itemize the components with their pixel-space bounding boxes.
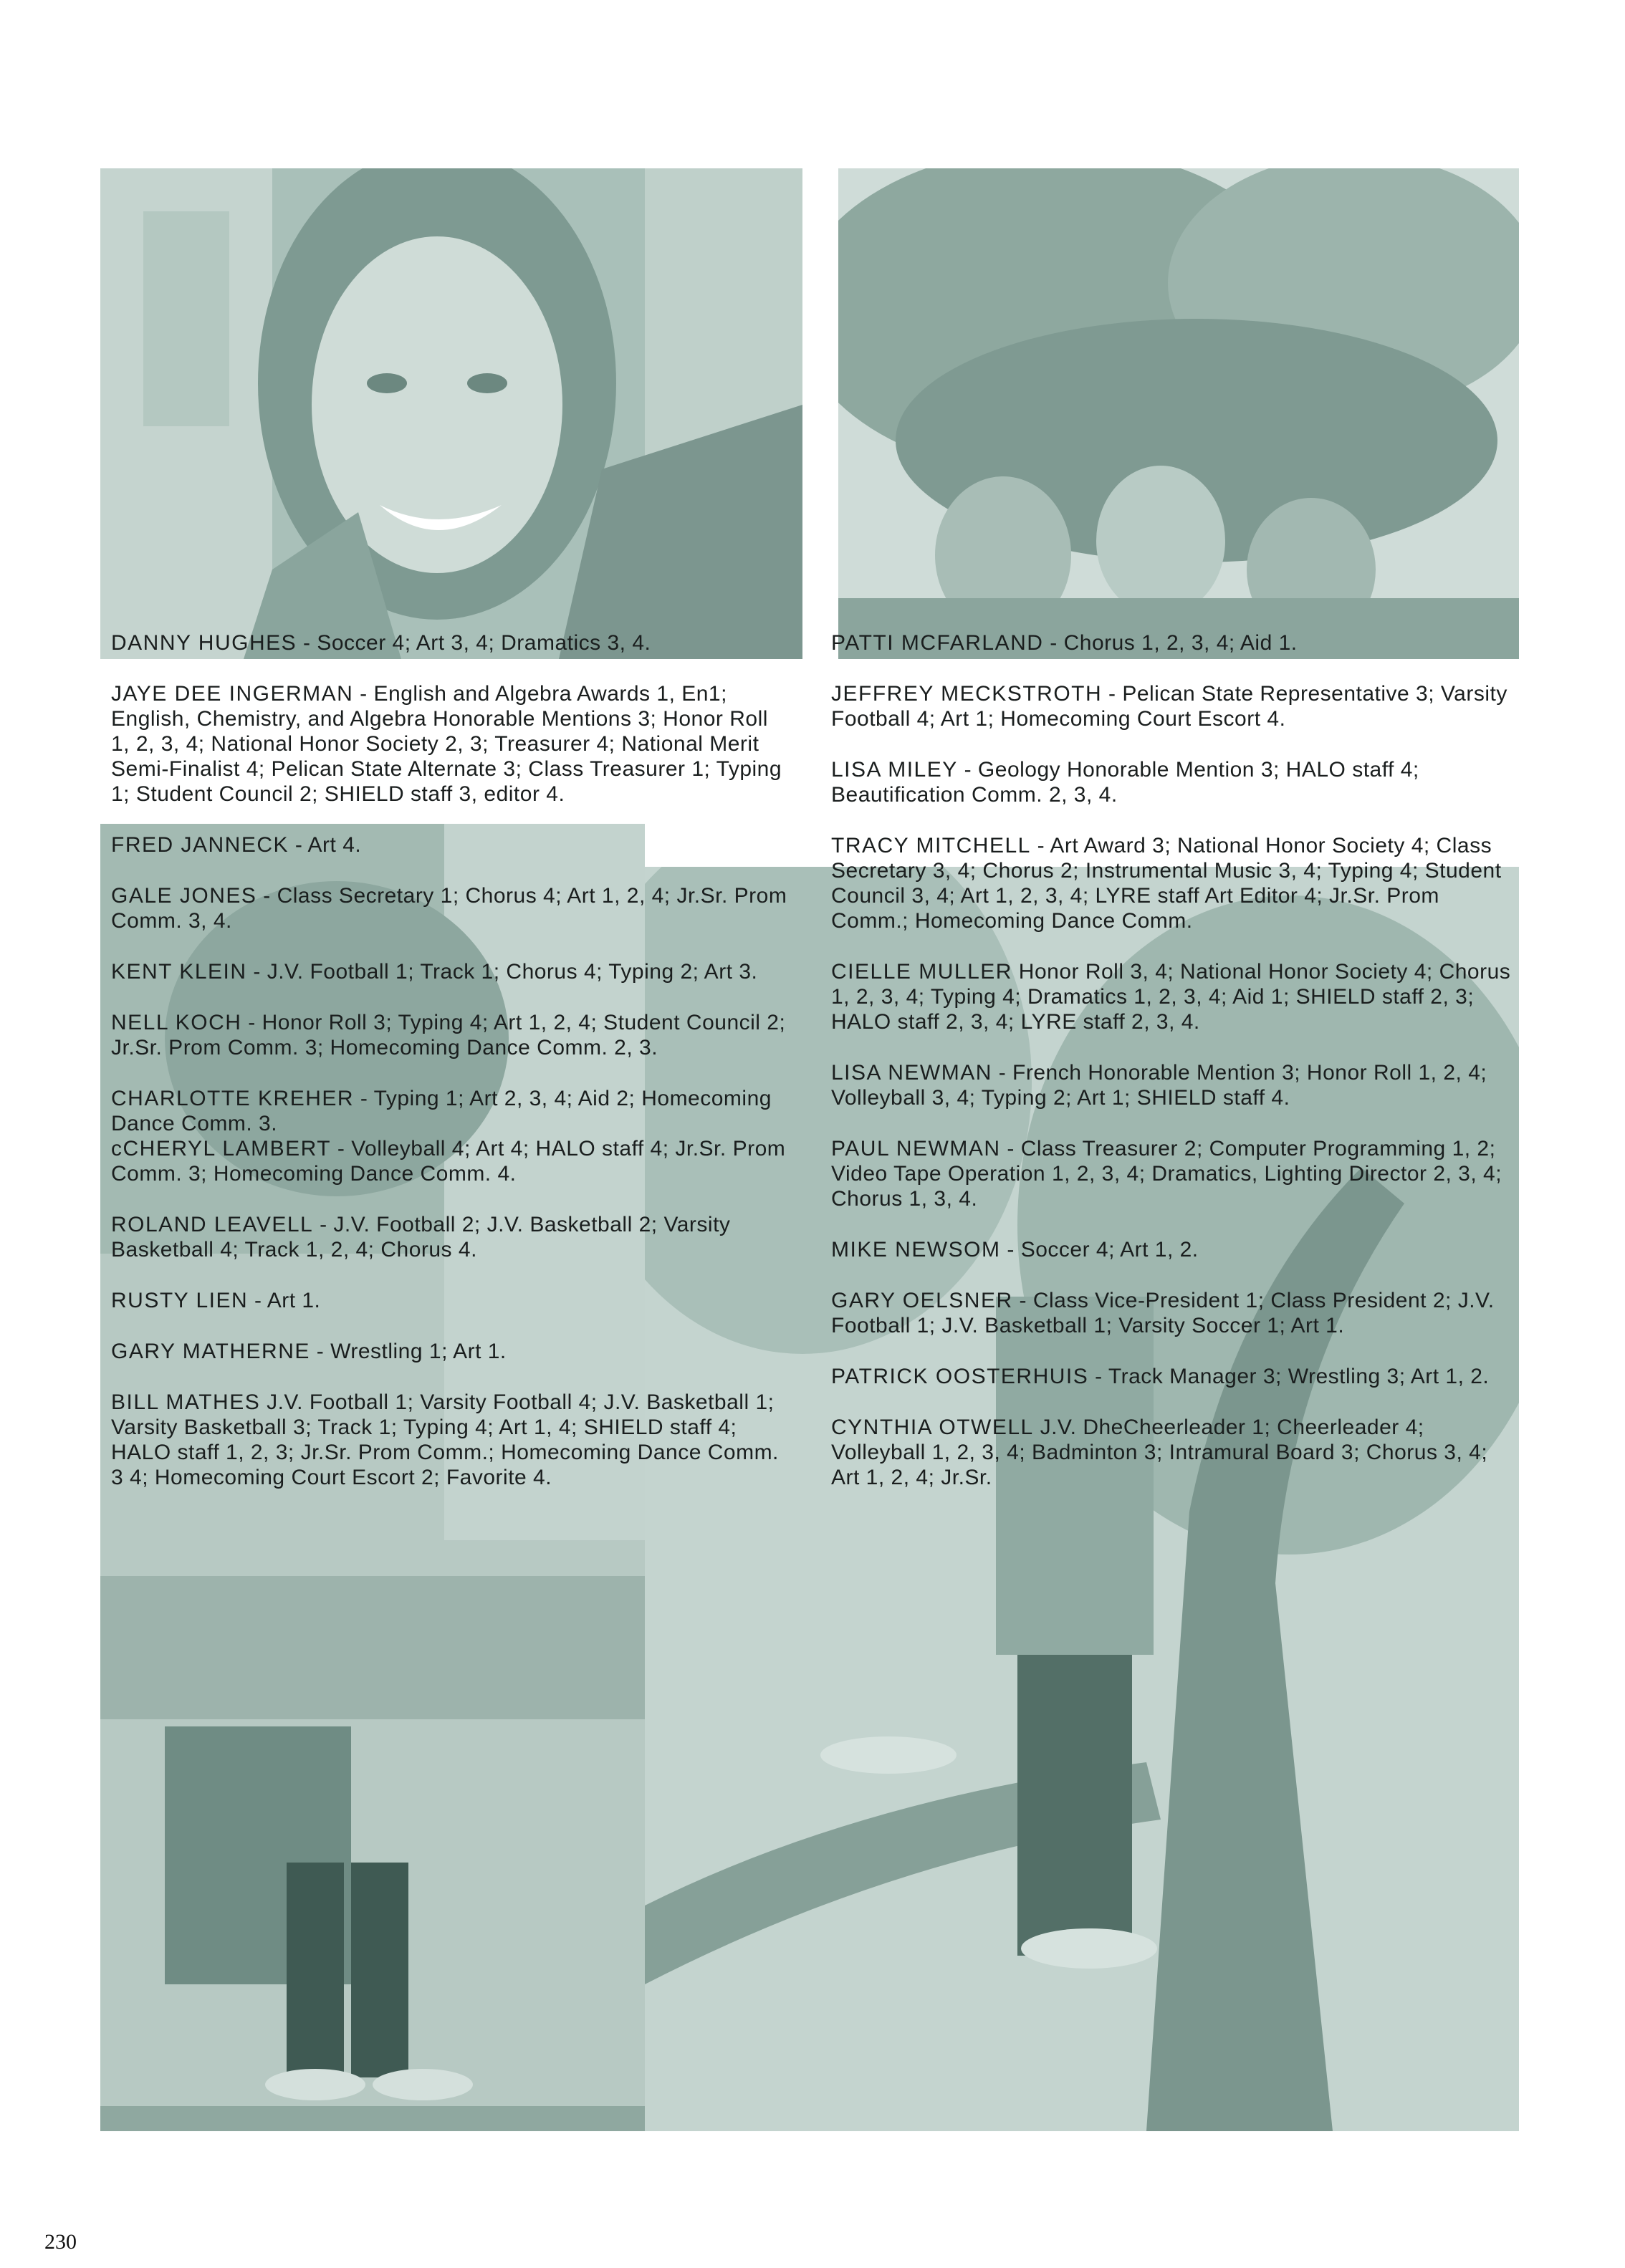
student-entry — [111, 630, 792, 655]
name-separator: - — [289, 833, 308, 857]
student-name: LISA MILEY — [831, 758, 958, 782]
name-separator: - — [354, 1087, 374, 1110]
student-name: ROLAND LEAVELL — [111, 1213, 314, 1236]
student-entry — [831, 833, 1512, 933]
student-activities: J.V. Football 1; Varsity Football 4; J.V. Basketball 1; Varsity Basketball 3; Track 1; Typing 4; Art 1, 4; SHIELD staff 4; HALO staff 1, 2, 3; Jr.Sr. Prom Comm.; Homecoming Dance Comm. 3 4; Homecoming Court Escort 2; Favorite 4. — [111, 1390, 779, 1489]
name-separator: - — [353, 682, 374, 706]
student-activities: Art 1. — [267, 1289, 321, 1312]
student-entry — [831, 1415, 1512, 1490]
student-entry — [111, 1212, 792, 1262]
student-entry — [111, 1339, 792, 1364]
name-separator — [1034, 1416, 1040, 1439]
student-entry — [831, 681, 1512, 731]
student-entry — [111, 1288, 792, 1313]
student-entry — [111, 1010, 792, 1060]
name-separator: - — [1030, 834, 1050, 857]
student-name: TRACY MITCHELL — [831, 834, 1031, 857]
student-activities: Track Manager 3; Wrestling 3; Art 1, 2. — [1108, 1365, 1490, 1388]
student-name: GARY MATHERNE — [111, 1340, 310, 1363]
student-entry — [831, 630, 1512, 655]
name-separator: - — [1012, 1289, 1033, 1312]
left-entries-list — [111, 630, 792, 1490]
student-name: RUSTY LIEN — [111, 1289, 249, 1312]
student-entry — [831, 959, 1512, 1034]
student-activities: Typing 1; Art 2, 3, 4; Aid 2; Homecoming Dance Comm. 3. — [111, 1087, 772, 1135]
portrait-photo-smiling-girl — [100, 168, 802, 659]
student-activities: Honor Roll 3, 4; National Honor Society 4; Chorus 1, 2, 3, 4; Typing 4; Dramatics 1, 2, 3, 4; Aid 1; SHIELD staff 2, 3; HALO staff 2, 3, 4; LYRE staff 2, 3, 4. — [831, 960, 1511, 1034]
student-name: cCHERYL LAMBERT — [111, 1137, 332, 1161]
student-activities: J.V. Football 2; J.V. Basketball 2; Varsity Basketball 4; Track 1, 2, 4; Chorus 4. — [111, 1213, 731, 1262]
student-name: JEFFREY MECKSTROTH — [831, 682, 1103, 706]
name-separator: - — [1088, 1365, 1108, 1388]
name-separator: - — [241, 1011, 262, 1034]
student-entry — [111, 1390, 792, 1490]
student-entry — [831, 757, 1512, 807]
student-name: GARY OELSNER — [831, 1289, 1013, 1312]
student-entry — [831, 1364, 1512, 1389]
student-name: LISA NEWMAN — [831, 1061, 992, 1085]
name-separator: - — [1102, 682, 1123, 706]
student-name: KENT KLEIN — [111, 960, 247, 984]
student-activities: Honor Roll 3; Typing 4; Art 1, 2, 4; Student Council 2; Jr.Sr. Prom Comm. 3; Homecoming Dance Comm. 2, 3. — [111, 1011, 786, 1059]
student-name: BILL MATHES — [111, 1390, 261, 1414]
student-name: GALE JONES — [111, 884, 257, 908]
student-entry — [831, 1136, 1512, 1211]
name-separator: - — [331, 1137, 352, 1161]
student-name: PATTI MCFARLAND — [831, 631, 1044, 655]
student-activities: Art Award 3; National Honor Society 4; Class Secretary 3, 4; Chorus 2; Instrumental Music 3, 4; Typing 4; Student Council 3, 4; Art 1, 2, 3, 4; LYRE staff Art Editor 4; Jr.Sr. Prom Comm.; Homecoming Dance Comm. — [831, 834, 1502, 933]
student-name: FRED JANNECK — [111, 833, 289, 857]
student-activities: French Honorable Mention 3; Honor Roll 1, 2, 4; Volleyball 3, 4; Typing 2; Art 1; SHIELD staff 4. — [831, 1061, 1487, 1110]
student-name: MIKE NEWSOM — [831, 1238, 1001, 1262]
name-separator: - — [246, 960, 267, 984]
right-text-column — [831, 630, 1512, 1516]
name-separator: - — [1000, 1238, 1021, 1262]
name-separator: - — [313, 1213, 334, 1236]
name-separator: - — [297, 631, 317, 655]
student-name: DANNY HUGHES — [111, 631, 297, 655]
student-activities: English and Algebra Awards 1, En1; English, Chemistry, and Algebra Honorable Mentions 3; Honor Roll 1, 2, 3, 4; National Honor Society 2, 3; Treasurer 4; National Merit Semi-Finalist 4; Pelican State Alternate 3; Class Treasurer 1; Typing 1; Student Council 2; SHIELD staff 3, editor 4. — [111, 682, 782, 806]
name-separator: - — [1000, 1137, 1021, 1161]
student-name: JAYE DEE INGERMAN — [111, 682, 354, 706]
student-name: CIELLE MULLER — [831, 960, 1012, 984]
student-entry — [831, 1288, 1512, 1338]
student-entry — [111, 1086, 792, 1136]
student-entry — [831, 1237, 1512, 1262]
student-activities: J.V. Football 1; Track 1; Chorus 4; Typing 2; Art 3. — [267, 960, 758, 984]
student-entry — [111, 681, 792, 807]
student-name: PATRICK OOSTERHUIS — [831, 1365, 1089, 1388]
student-entry — [111, 883, 792, 933]
name-separator: - — [1043, 631, 1064, 655]
student-entry — [831, 1060, 1512, 1110]
name-separator: - — [310, 1340, 331, 1363]
right-entries-list — [831, 630, 1512, 1490]
student-entry — [111, 1136, 792, 1186]
student-activities: Wrestling 1; Art 1. — [330, 1340, 507, 1363]
student-activities: Soccer 4; Art 1, 2. — [1020, 1238, 1199, 1262]
student-activities: Art 4. — [307, 833, 362, 857]
name-separator: - — [248, 1289, 267, 1312]
student-activities: Volleyball 4; Art 4; HALO staff 4; Jr.Sr. Prom Comm. 3; Homecoming Dance Comm. 4. — [111, 1137, 786, 1186]
student-activities: Class Vice-President 1; Class President 2; J.V. Football 1; J.V. Basketball 1; Varsity Soccer 1; Art 1. — [831, 1289, 1495, 1337]
student-name: PAUL NEWMAN — [831, 1137, 1001, 1161]
student-activities: Class Secretary 1; Chorus 4; Art 1, 2, 4; Jr.Sr. Prom Comm. 3, 4. — [111, 884, 787, 933]
student-activities: Class Treasurer 2; Computer Programming 1, 2; Video Tape Operation 1, 2, 3, 4; Dramatics, Lighting Director 2, 3, 4; Chorus 1, 3, 4. — [831, 1137, 1502, 1211]
name-separator — [1012, 960, 1019, 984]
name-separator: - — [992, 1061, 1013, 1085]
student-name: CYNTHIA OTWELL — [831, 1416, 1034, 1439]
student-activities: Pelican State Representative 3; Varsity Football 4; Art 1; Homecoming Court Escort 4. — [831, 682, 1507, 731]
name-separator: - — [257, 884, 277, 908]
student-name: NELL KOCH — [111, 1011, 242, 1034]
student-activities: J.V. DheCheerleader 1; Cheerleader 4; Volleyball 1, 2, 3, 4; Badminton 3; Intramural Board 3; Chorus 3, 4; Art 1, 2, 4; Jr.Sr. — [831, 1416, 1488, 1489]
name-separator — [260, 1390, 267, 1414]
student-entry — [111, 959, 792, 984]
page-number: 230 — [44, 2230, 77, 2254]
student-name: CHARLOTTE KREHER — [111, 1087, 355, 1110]
student-activities: Chorus 1, 2, 3, 4; Aid 1. — [1063, 631, 1298, 655]
group-photo-three-girls — [838, 168, 1519, 659]
name-separator: - — [957, 758, 978, 782]
student-activities: Soccer 4; Art 3, 4; Dramatics 3, 4. — [317, 631, 651, 655]
student-activities: Geology Honorable Mention 3; HALO staff 4; Beautification Comm. 2, 3, 4. — [831, 758, 1419, 807]
left-text-column — [111, 630, 792, 1516]
student-entry — [111, 832, 792, 857]
